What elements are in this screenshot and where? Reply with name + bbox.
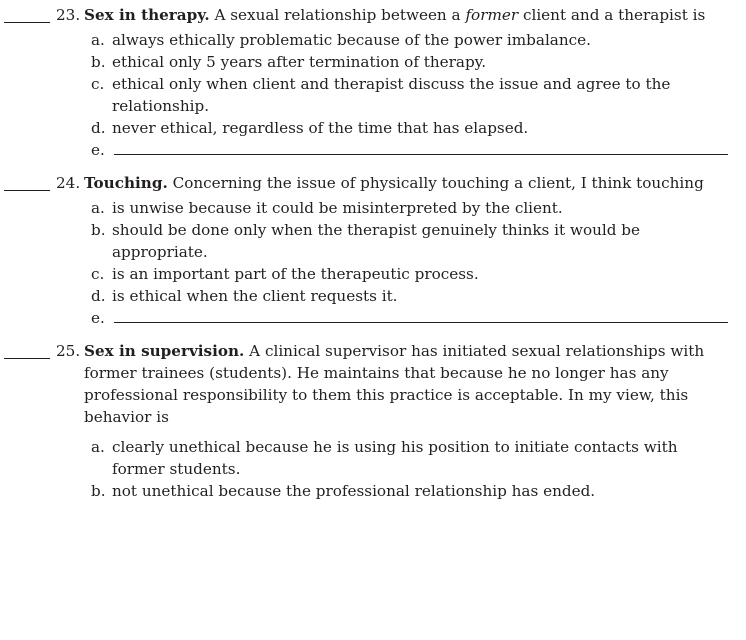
blank-rule [4, 22, 50, 23]
answer-blank-24[interactable] [4, 172, 56, 194]
choice-list-25 [4, 436, 732, 502]
answer-blank-23[interactable] [4, 4, 56, 26]
choice-item-write-in[interactable] [4, 139, 732, 161]
choice-item[interactable] [4, 285, 732, 307]
question-stem-pre-24: Concerning the issue of physically touching a client, I think touching [167, 174, 704, 192]
blank-rule [4, 190, 50, 191]
choice-letter: b. [91, 221, 106, 239]
choice-letter: d. [91, 119, 106, 137]
question-title-23: Sex in therapy. [84, 6, 210, 24]
question-stem-post-23: client and a therapist is [518, 6, 706, 24]
choice-write-in-field[interactable] [112, 139, 732, 161]
question-text-25 [84, 340, 732, 428]
choice-letter: a. [91, 199, 105, 217]
question-number-24: 24. [56, 174, 81, 192]
question-title-25: Sex in supervision. [84, 342, 245, 360]
question-line [4, 172, 732, 194]
choice-letter: b. [91, 482, 106, 500]
choice-list-24 [4, 197, 732, 329]
question-title-24: Touching. [84, 174, 168, 192]
question-block-25 [4, 340, 732, 502]
choice-item[interactable] [4, 117, 732, 139]
choice-text: ethical only 5 years after termination of therapy. [112, 53, 487, 71]
choice-item[interactable] [4, 219, 732, 263]
choice-write-in-field[interactable] [112, 307, 732, 329]
choice-text: should be done only when the therapist genuinely thinks it would be appropriate. [112, 221, 641, 261]
question-line [4, 4, 732, 26]
choice-item[interactable] [4, 197, 732, 219]
choice-letter: c. [91, 265, 105, 283]
choice-text: not unethical because the professional relationship has ended. [112, 482, 596, 500]
question-number-23: 23. [56, 6, 81, 24]
question-text-24 [84, 172, 732, 194]
choice-letter: c. [91, 75, 105, 93]
choice-item[interactable] [4, 29, 732, 51]
choice-item[interactable] [4, 51, 732, 73]
choice-item-write-in[interactable] [4, 307, 732, 329]
blank-rule [4, 358, 50, 359]
question-stem-pre-23: A sexual relationship between a [209, 6, 466, 24]
choice-text: is an important part of the therapeutic process. [112, 265, 479, 283]
answer-blank-25[interactable] [4, 340, 56, 362]
choice-text: clearly unethical because he is using his position to initiate contacts with former students. [112, 438, 678, 478]
choice-item[interactable] [4, 263, 732, 285]
choice-letter: e. [91, 141, 105, 159]
question-stem-pre-25: A clinical supervisor has initiated sexual relationships with former trainees (students). He maintains that because he no longer has any professional responsibility to them this practice is acceptable. In my view, this behavior is [84, 342, 705, 426]
choice-letter: a. [91, 438, 105, 456]
choice-item[interactable] [4, 73, 732, 117]
choice-letter: d. [91, 287, 106, 305]
choice-letter: e. [91, 309, 105, 327]
choice-item[interactable] [4, 480, 732, 502]
choice-text: always ethically problematic because of the power imbalance. [112, 31, 591, 49]
spacer [4, 428, 732, 433]
choice-item[interactable] [4, 436, 732, 480]
question-block-23 [4, 4, 732, 161]
choice-list-23 [4, 29, 732, 161]
question-text-23 [84, 4, 732, 26]
question-line [4, 340, 732, 428]
choice-letter: a. [91, 31, 105, 49]
question-block-24 [4, 172, 732, 329]
choice-text: is unwise because it could be misinterpreted by the client. [112, 199, 563, 217]
choice-text: ethical only when client and therapist discuss the issue and agree to the relationship. [112, 75, 671, 115]
question-stem-italic-23: former [465, 6, 519, 24]
choice-text: is ethical when the client requests it. [112, 287, 398, 305]
choice-letter: b. [91, 53, 106, 71]
choice-text: never ethical, regardless of the time that has elapsed. [112, 119, 529, 137]
question-number-25: 25. [56, 342, 81, 360]
write-in-rule [114, 322, 728, 323]
write-in-rule [114, 154, 728, 155]
